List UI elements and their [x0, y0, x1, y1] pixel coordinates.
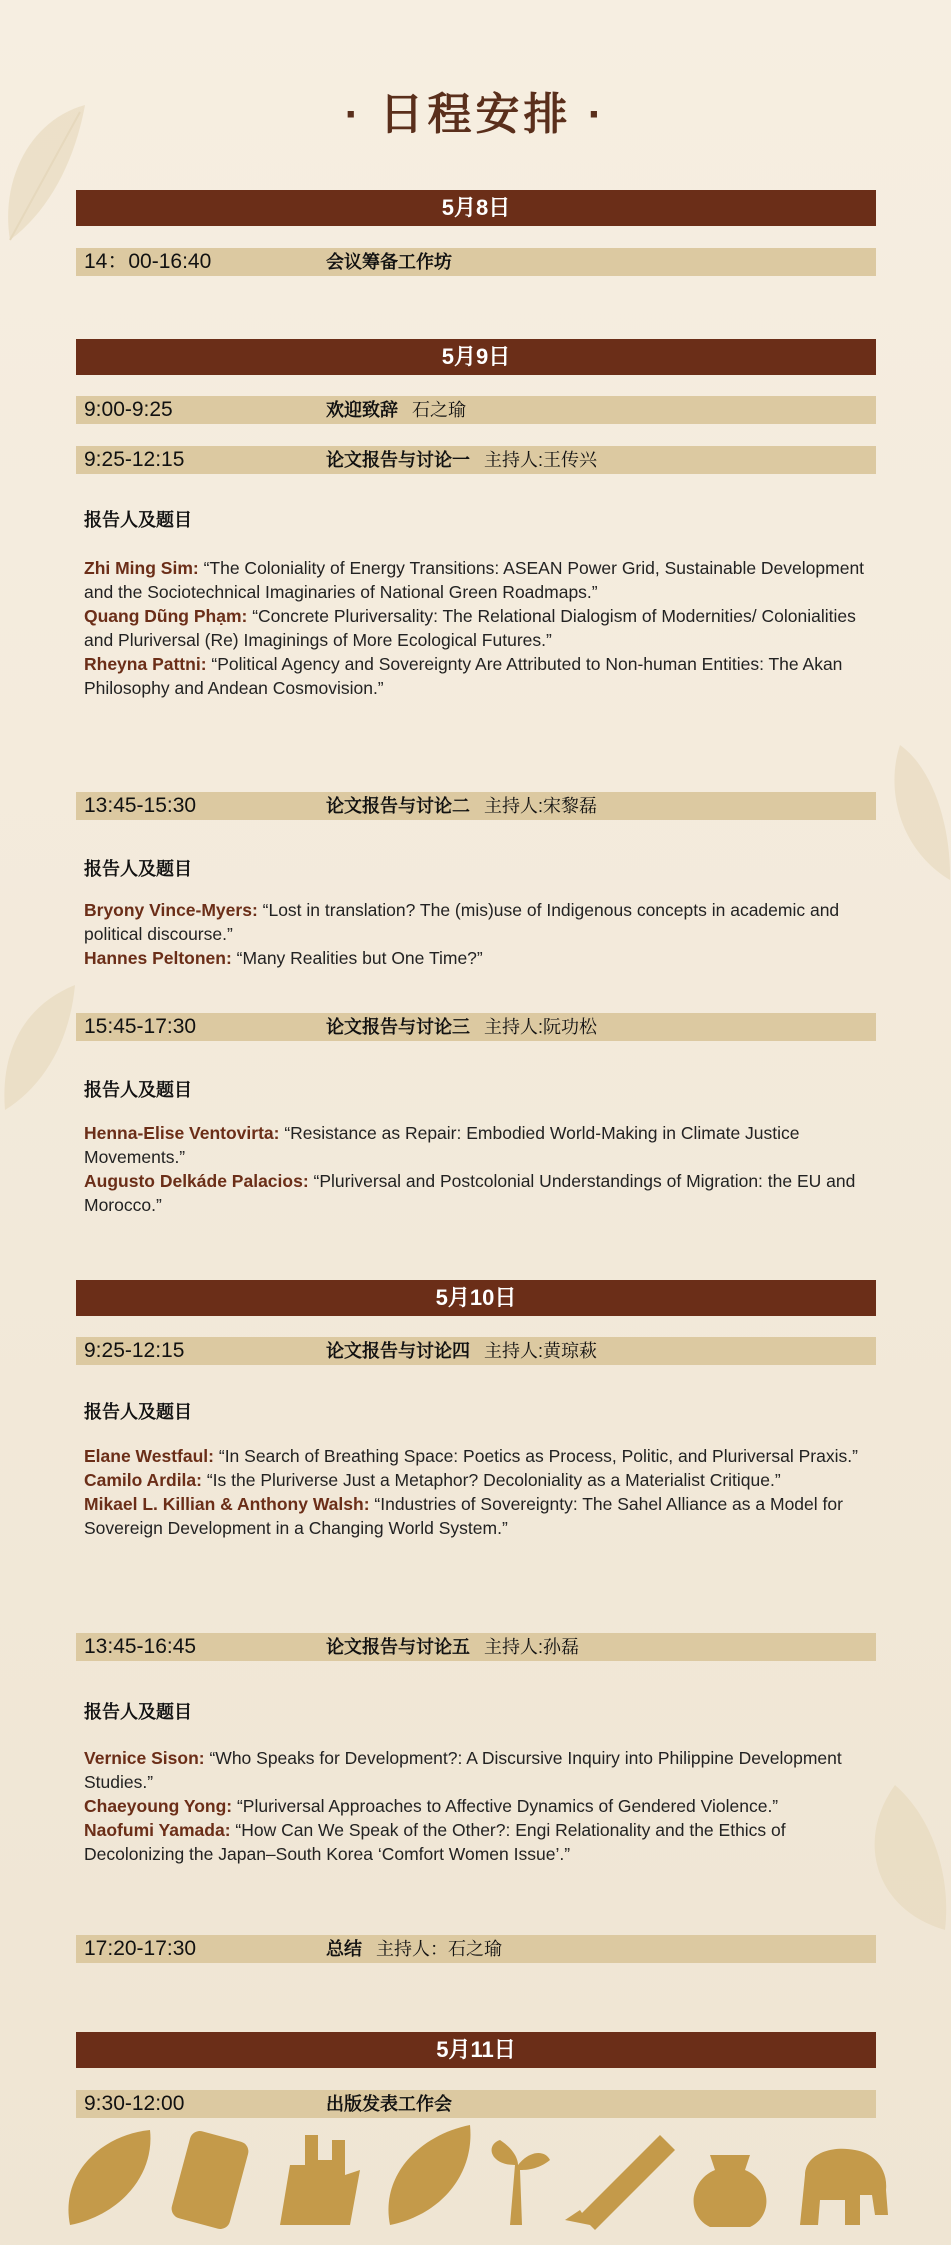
paper-item: Naofumi Yamada: “How Can We Speak of the Other?: Engi Relationality and the Ethics of Decolonizing the Japan–South Korea ‘Comfort Women Issue’.” [84, 1820, 786, 1864]
leaf-decoration-icon [0, 980, 80, 1120]
paper-item: Vernice Sison: “Who Speaks for Development?: A Discursive Inquiry into Philippine Development Studies.” [84, 1748, 842, 1792]
slot-event: 出版发表工作会 [326, 2094, 452, 2114]
paper-item: Chaeyoung Yong: “Pluriversal Approaches to Affective Dynamics of Gendered Violence.” [84, 1796, 779, 1816]
paper-item: Quang Dũng Phạm: “Concrete Pluriversality: The Relational Dialogism of Modernities/ Colonialities and Pluriversal (Re) Imaginings of More Ecological Futures.” [84, 606, 856, 650]
leaf-icon [388, 2125, 470, 2225]
slot-time: 15:45-17:30 [84, 1015, 197, 1038]
section-label: 报告人及题目 [84, 1702, 192, 1722]
slot-host: 主持人:宋黎磊 [484, 796, 598, 816]
slot-time: 9:00-9:25 [84, 398, 173, 421]
slot-event: 欢迎致辞 石之瑜 [326, 400, 466, 420]
slot-time: 9:25-12:15 [84, 448, 185, 471]
slot-event: 会议筹备工作坊 [326, 252, 452, 272]
slot-event: 论文报告与讨论一 主持人:王传兴 [326, 450, 598, 470]
paper-item: Mikael L. Killian & Anthony Walsh: “Industries of Sovereignty: The Sahel Alliance as a Model for Sovereign Development in a Changing World System.” [84, 1494, 843, 1538]
sprout-icon [492, 2140, 550, 2225]
vase-icon [694, 2155, 767, 2227]
slot-host: 主持人:孙磊 [484, 1637, 580, 1657]
paper-list [84, 556, 874, 700]
slot-time: 17:20-17:30 [84, 1937, 197, 1960]
paper-item: Rheyna Pattni: “Political Agency and Sovereignty Are Attributed to Non-human Entities: The Akan Philosophy and Andean Cosmovision.” [84, 654, 843, 698]
slot-host: 石之瑜 [412, 400, 466, 420]
paper-list [84, 1746, 874, 1866]
schedule-slot [76, 1013, 876, 1041]
schedule-slot [76, 1935, 876, 1963]
paper-list [84, 1444, 874, 1540]
schedule-slot [76, 1633, 876, 1661]
paper-item: Henna-Elise Ventovirta: “Resistance as Repair: Embodied World-Making in Climate Justice Movements.” [84, 1123, 800, 1167]
paper-item: Camilo Ardila: “Is the Pluriverse Just a Metaphor? Decoloniality as a Materialist Critique.” [84, 1470, 781, 1490]
slot-time: 14：00-16:40 [84, 250, 212, 273]
slot-time: 9:30-12:00 [84, 2092, 185, 2115]
paper-list [84, 898, 874, 970]
schedule-slot [76, 248, 876, 276]
leaf-decoration-icon [880, 740, 951, 890]
paper-item: Augusto Delkáde Palacios: “Pluriversal and Postcolonial Understandings of Migration: the EU and Morocco.” [84, 1171, 856, 1215]
leaf-icon [68, 2130, 150, 2225]
day-header: 5月9日 [76, 339, 876, 375]
slot-host: 主持人:王传兴 [484, 450, 598, 470]
slot-host: 主持人:阮功松 [484, 1017, 598, 1037]
paper-item: Zhi Ming Sim: “The Coloniality of Energy Transitions: ASEAN Power Grid, Sustainable Development and the Sociotechnical Imaginaries of National Green Roadmaps.” [84, 558, 865, 602]
slot-event: 论文报告与讨论五 主持人:孙磊 [326, 1637, 580, 1657]
schedule-slot [76, 446, 876, 474]
slot-event: 论文报告与讨论四 主持人:黄琼萩 [326, 1341, 598, 1361]
slot-time: 13:45-16:45 [84, 1635, 197, 1658]
elephant-icon [800, 2149, 888, 2225]
paper-item: Bryony Vince-Myers: “Lost in translation? The (mis)use of Indigenous concepts in academic and political discourse.” [84, 900, 840, 944]
slot-time: 9:25-12:15 [84, 1339, 185, 1362]
slot-event: 论文报告与讨论三 主持人:阮功松 [326, 1017, 598, 1037]
page-title: · 日程安排 · [344, 90, 607, 139]
paper-list [84, 1121, 874, 1217]
slot-event: 总结 主持人：石之瑜 [326, 1939, 502, 1959]
schedule-slot [76, 396, 876, 424]
section-label: 报告人及题目 [84, 510, 192, 530]
slot-time: 13:45-15:30 [84, 794, 197, 817]
slot-event: 论文报告与讨论二 主持人:宋黎磊 [326, 796, 598, 816]
schedule-slot [76, 1337, 876, 1365]
phone-icon [169, 2129, 250, 2231]
rocket-icon [565, 2135, 675, 2230]
paper-item: Hannes Peltonen: “Many Realities but One Time?” [84, 948, 483, 968]
day-header: 5月8日 [76, 190, 876, 226]
slot-host: 主持人：石之瑜 [376, 1939, 502, 1959]
day-header: 5月11日 [76, 2032, 876, 2068]
day-header: 5月10日 [76, 1280, 876, 1316]
section-label: 报告人及题目 [84, 1080, 192, 1100]
section-label: 报告人及题目 [84, 859, 192, 879]
paper-item: Elane Westfaul: “In Search of Breathing Space: Poetics as Process, Politic, and Pluriversal Praxis.” [84, 1446, 858, 1466]
hand-icon [280, 2135, 360, 2225]
bottom-decoration [60, 2115, 890, 2235]
schedule-slot [76, 792, 876, 820]
section-label: 报告人及题目 [84, 1402, 192, 1422]
schedule-slot [76, 2090, 876, 2118]
slot-host: 主持人:黄琼萩 [484, 1341, 598, 1361]
